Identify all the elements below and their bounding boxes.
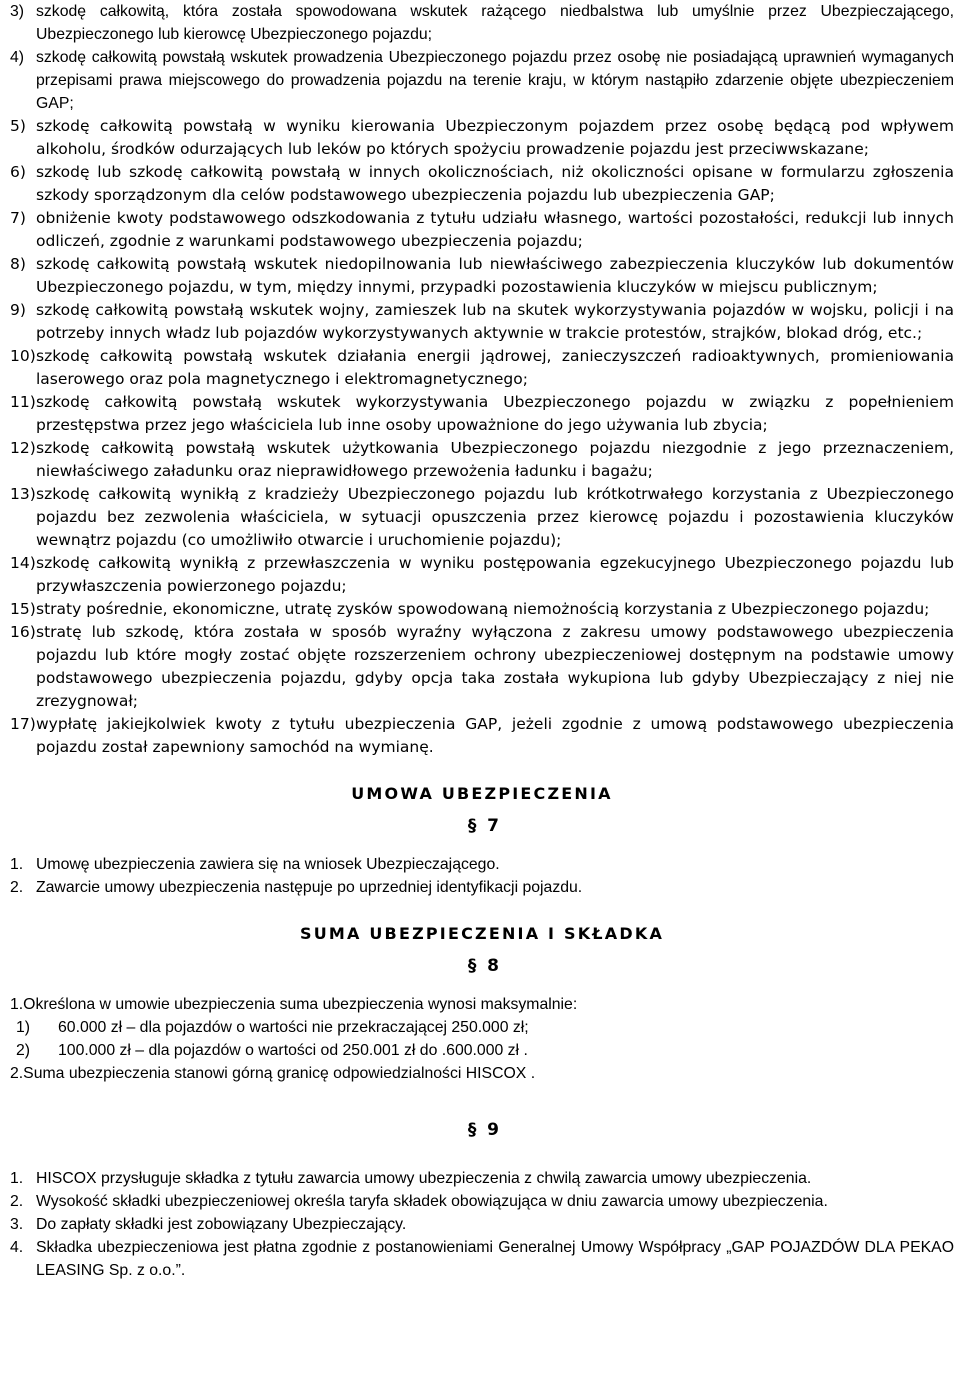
item-number: 13) — [10, 485, 36, 503]
list-item — [10, 345, 954, 391]
item-text: Zawarcie umowy ubezpieczenia następuje po uprzedniej identyfikacji pojazdu. — [36, 879, 583, 896]
paragraph-number: 7 — [487, 816, 499, 836]
list-item — [10, 299, 954, 345]
item-number: 1. — [10, 1170, 24, 1187]
list-item — [10, 853, 954, 876]
item-text: wypłatę jakiejkolwiek kwoty z tytułu ubezpieczenia GAP, jeżeli zgodnie z umową podstawowego ubezpieczenia pojazdu został zapewniony samochód na wymianę. — [36, 715, 954, 756]
item-text: HISCOX przysługuje składka z tytułu zawarcia umowy ubezpieczenia z chwilą zawarcia umowy ubezpieczenia. — [36, 1170, 812, 1187]
item-number: 16) — [10, 623, 36, 641]
list-item — [10, 391, 954, 437]
item-text: Wysokość składki ubezpieczeniowej określa taryfa składek obowiązująca w dniu zawarcia umowy ubezpieczenia. — [36, 1193, 828, 1210]
paragraph-number: 9 — [487, 1120, 499, 1140]
suma-intro: 1.Określona w umowie ubezpieczenia suma ubezpieczenia wynosi maksymalnie: — [10, 996, 578, 1013]
item-number: 3) — [10, 3, 25, 20]
list-item — [10, 713, 954, 759]
item-number: 14) — [10, 554, 36, 572]
list-item — [10, 1236, 954, 1282]
item-number: 17) — [10, 715, 36, 733]
list-item — [10, 437, 954, 483]
section-heading-suma: SUMA UBEZPIECZENIA I SKŁADKA — [299, 924, 665, 943]
list-item — [10, 621, 954, 713]
list-item — [10, 1016, 954, 1039]
item-text: 100.000 zł – dla pojazdów o wartości od 250.001 zł do .600.000 zł . — [58, 1042, 528, 1059]
list-item — [10, 253, 954, 299]
list-item — [10, 46, 954, 115]
list-item — [10, 876, 954, 899]
item-number: 6) — [10, 163, 26, 181]
list-item — [10, 1167, 954, 1190]
item-number: 2. — [10, 879, 24, 896]
item-text: Do zapłaty składki jest zobowiązany Ubezpieczający. — [36, 1216, 407, 1233]
section-symbol: § — [467, 816, 477, 836]
item-number: 5) — [10, 117, 26, 135]
list-item — [10, 115, 954, 161]
paragraph-marker-7 — [10, 815, 954, 838]
paragraph-number: 8 — [487, 956, 499, 976]
item-number: 1. — [10, 856, 24, 873]
list-item — [10, 552, 954, 598]
item-number: 1) — [16, 1019, 31, 1036]
item-text: szkodę całkowitą powstałą wskutek wykorzystywania Ubezpieczonego pojazdu w związku z popełnieniem przestępstwa przez jego właściciela lub inne osoby upoważnione do jego używania lub zbycia; — [36, 393, 954, 434]
item-text: Umowę ubezpieczenia zawiera się na wniosek Ubezpieczającego. — [36, 856, 500, 873]
item-text: szkodę całkowitą powstałą wskutek niedopilnowania lub niewłaściwego zabezpieczenia kluczyków lub dokumentów Ubezpieczonego pojazdu, w tym, między innymi, przypadki pozostawienia kluczyków w miejscu publicznym; — [36, 255, 954, 296]
item-number: 4. — [10, 1239, 24, 1256]
item-text: szkodę całkowitą wynikłą z przewłaszczenia w wyniku postępowania egzekucyjnego Ubezpieczonego pojazdu lub przywłaszczenia powierzonego pojazdu; — [36, 554, 954, 595]
section-symbol: § — [467, 956, 477, 976]
item-text: szkodę całkowitą powstałą wskutek wojny, zamieszek lub na skutek wykorzystywania pojazdów w wojsku, policji i na potrzeby innych władz lub pojazdów wykorzystywanych aktywnie w trakcie protestów, strajków, blokad dróg, etc.; — [36, 301, 954, 342]
item-number: 8) — [10, 255, 26, 273]
item-number: 12) — [10, 439, 36, 457]
item-text: szkodę całkowitą powstałą w wyniku kierowania Ubezpieczonym pojazdem przez osobę będącą pod wpływem alkoholu, środków odurzających lub leków po których spożyciu prowadzenie pojazdu jest przeciwwskazane; — [36, 117, 954, 158]
paragraph-marker-8 — [10, 955, 954, 978]
item-text: szkodę całkowitą powstałą wskutek prowadzenia Ubezpieczonego pojazdu przez osobę nie posiadającą uprawnień wymaganych przepisami prawa miejscowego do prowadzenia pojazdu na terenie kraju, w którym nastąpiło zdarzenie objęte ubezpieczeniem GAP; — [36, 49, 954, 112]
item-text: szkodę lub szkodę całkowitą powstałą w innych okolicznościach, niż okoliczności opisane w formularzu zgłoszenia szkody sporządzonym dla celów podstawowego ubezpieczenia pojazdu lub ubezpieczenia GAP; — [36, 163, 954, 204]
item-number: 15) — [10, 600, 36, 618]
item-text: szkodę całkowitą, która została spowodowana wskutek rażącego niedbalstwa lub umyślnie przez Ubezpieczającego, Ubezpieczonego lub kierowcę Ubezpieczonego pojazdu; — [36, 3, 954, 43]
item-text: szkodę całkowitą powstałą wskutek działania energii jądrowej, zanieczyszczeń radioaktywnych, promieniowania laserowego oraz pola magnetycznego i elektromagnetycznego; — [36, 347, 954, 388]
item-text: szkodę całkowitą wynikłą z kradzieży Ubezpieczonego pojazdu lub krótkotrwałego korzystania z Ubezpieczonego pojazdu bez zezwolenia właściciela, w sytuacji opuszczenia przez kierowcę pojazdu i pozostawienia kluczyków wewnątrz pojazdu (co umożliwiło otwarcie i uruchomienie pojazdu); — [36, 485, 954, 549]
exclusions-list — [10, 0, 954, 759]
item-number: 11) — [10, 393, 36, 411]
item-number: 4) — [10, 49, 25, 66]
list-item — [10, 1039, 954, 1062]
item-text: Składka ubezpieczeniowa jest płatna zgodnie z postanowieniami Generalnej Umowy Współpracy „GAP POJAZDÓW DLA PEKAO LEASING Sp. z o.o.”. — [36, 1239, 954, 1279]
list-item — [10, 207, 954, 253]
paragraph-marker-9 — [10, 1119, 954, 1142]
section-symbol: § — [467, 1120, 477, 1140]
item-number: 2. — [10, 1193, 24, 1210]
list-item — [10, 598, 954, 621]
list-item — [10, 161, 954, 207]
list-item — [10, 1213, 954, 1236]
list-item — [10, 1190, 954, 1213]
section-heading-umowa: UMOWA UBEZPIECZENIA — [351, 784, 613, 803]
item-number: 2) — [16, 1042, 31, 1059]
item-text: straty pośrednie, ekonomiczne, utratę zysków spowodowaną niemożnością korzystania z Ubezpieczonego pojazdu; — [36, 600, 930, 618]
item-text: szkodę całkowitą powstałą wskutek użytkowania Ubezpieczonego pojazdu niezgodnie z jego przeznaczeniem, niewłaściwego załadunku oraz nieprawidłowego przewożenia ładunku i bagażu; — [36, 439, 954, 480]
list-item — [10, 0, 954, 46]
item-number: 3. — [10, 1216, 24, 1233]
item-text: obniżenie kwoty podstawowego odszkodowania z tytułu udziału własnego, wartości pozostałości, redukcji lub innych odliczeń, zgodnie z warunkami podstawowego ubezpieczenia pojazdu; — [36, 209, 954, 250]
item-number: 9) — [10, 301, 26, 319]
item-number: 10) — [10, 347, 36, 365]
item-text: 60.000 zł – dla pojazdów o wartości nie przekraczającej 250.000 zł; — [58, 1019, 529, 1036]
item-text: stratę lub szkodę, która została w sposób wyraźny wyłączona z zakresu umowy podstawowego ubezpieczenia pojazdu lub które mogły zostać objęte rozszerzeniem ochrony ubezpieczeniowej dostępnym na podstawie umowy podstawowego ubezpieczenia pojazdu, gdyby opcja taka została wykupiona lub gdyby Ubezpieczający z niej nie zrezygnował; — [36, 623, 954, 710]
list-item — [10, 483, 954, 552]
item-number: 7) — [10, 209, 26, 227]
suma-closing: 2.Suma ubezpieczenia stanowi górną granicę odpowiedzialności HISCOX . — [10, 1065, 536, 1082]
